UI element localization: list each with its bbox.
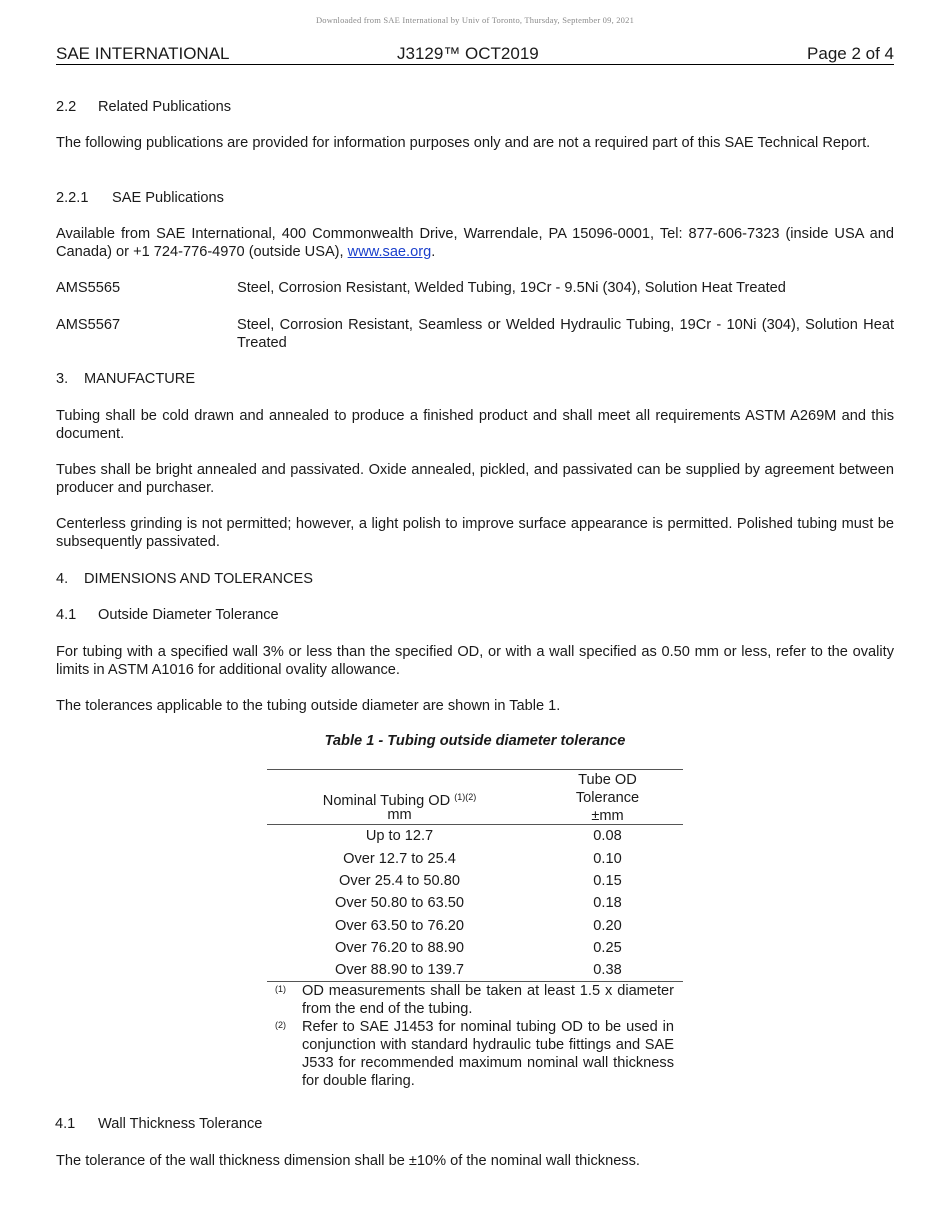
section-number: 4. xyxy=(56,571,69,587)
table-header-od-unit: mm xyxy=(387,807,412,823)
table-top-rule xyxy=(267,769,683,770)
footnote-text: OD measurements shall be taken at least 1.5 x diameter from the end of the tubing. xyxy=(302,983,674,1017)
paragraph-text: Available from SAE International, 400 Commonwealth Drive, Warrendale, PA 15096-0001, Tel: 877-606-7323 (inside USA and Canada) or +1 724-776-4970 (outside USA), xyxy=(56,226,894,260)
table-cell-od: Over 50.80 to 63.50 xyxy=(335,895,464,911)
section-title: MANUFACTURE xyxy=(84,371,196,387)
section-heading-3 xyxy=(56,370,894,388)
table-cell-od: Over 76.20 to 88.90 xyxy=(335,940,464,956)
table-header-line: Tube OD xyxy=(578,772,637,788)
section-title: Related Publications xyxy=(98,99,232,115)
table-header-tolerance xyxy=(532,771,683,825)
table-cell-tolerance: 0.18 xyxy=(593,895,622,911)
paragraph: Tubing shall be cold drawn and annealed to produce a finished product and shall meet all requirements ASTM A269M and this document. xyxy=(56,408,894,442)
section-heading-4-1 xyxy=(56,606,894,624)
reference-description: Steel, Corrosion Resistant, Welded Tubing, 19Cr - 9.5Ni (304), Solution Heat Treated xyxy=(237,280,786,296)
header-doc-id: J3129™ OCT2019 xyxy=(397,44,539,63)
section-number: 2.2 xyxy=(56,99,77,115)
paragraph xyxy=(56,225,894,261)
section-title: Wall Thickness Tolerance xyxy=(98,1116,263,1132)
table-cell-tolerance: 0.20 xyxy=(593,918,622,934)
section-title: SAE Publications xyxy=(112,190,224,206)
paragraph: For tubing with a specified wall 3% or less than the specified OD, or with a wall specified as 0.50 mm or less, refer to the ovality limits in ASTM A1016 for additional ovality allowance. xyxy=(56,644,894,678)
page-header xyxy=(56,44,894,65)
table-header-footnote-refs: (1)(2) xyxy=(454,792,477,802)
sae-website-link[interactable]: www.sae.org xyxy=(347,244,432,260)
section-heading-2-2 xyxy=(56,98,894,116)
download-notice: Downloaded from SAE International by Univ of Toronto, Thursday, September 09, 2021 xyxy=(315,15,635,25)
table-cell-tolerance: 0.08 xyxy=(593,828,622,844)
paragraph: The tolerances applicable to the tubing outside diameter are shown in Table 1. xyxy=(56,698,561,714)
section-title: DIMENSIONS AND TOLERANCES xyxy=(84,571,313,587)
section-heading-4-1-wall xyxy=(55,1115,893,1133)
paragraph: The tolerance of the wall thickness dimension shall be ±10% of the nominal wall thickness. xyxy=(56,1153,640,1169)
section-heading-2-2-1 xyxy=(56,189,894,207)
table-cell-tolerance: 0.10 xyxy=(593,851,622,867)
section-number: 4.1 xyxy=(56,607,77,623)
table-caption: Table 1 - Tubing outside diameter tolerance xyxy=(324,733,626,749)
footnote-marker: (2) xyxy=(275,1020,286,1030)
footnote-marker: (1) xyxy=(275,984,286,994)
table-header-line: ±mm xyxy=(591,808,624,824)
table-cell-od: Up to 12.7 xyxy=(365,828,434,844)
section-number: 4.1 xyxy=(55,1116,76,1132)
section-heading-4 xyxy=(56,570,894,588)
paragraph: Centerless grinding is not permitted; however, a light polish to improve surface appearance is permitted. Polished tubing must be subsequently passivated. xyxy=(56,516,894,550)
section-number: 3. xyxy=(56,371,69,387)
reference-id: AMS5567 xyxy=(56,317,121,333)
table-cell-od: Over 63.50 to 76.20 xyxy=(335,918,464,934)
reference-description: Steel, Corrosion Resistant, Seamless or Welded Hydraulic Tubing, 19Cr - 10Ni (304), Solution Heat Treated xyxy=(237,317,894,351)
paragraph: Tubes shall be bright annealed and passivated. Oxide annealed, pickled, and passivated can be supplied by agreement between producer and purchaser. xyxy=(56,462,894,496)
header-org: SAE INTERNATIONAL xyxy=(56,44,230,63)
paragraph: The following publications are provided for information purposes only and are not a required part of this SAE Technical Report. xyxy=(56,135,871,151)
table-cell-od: Over 88.90 to 139.7 xyxy=(335,962,464,978)
table-header-line: Tolerance xyxy=(575,790,640,806)
table-cell-od: Over 12.7 to 25.4 xyxy=(343,851,456,867)
footnote-text: Refer to SAE J1453 for nominal tubing OD to be used in conjunction with standard hydraulic tube fittings and SAE J533 for recommended maximum nominal wall thickness for double flaring. xyxy=(302,1019,674,1089)
section-number: 2.2.1 xyxy=(56,190,89,206)
table-cell-tolerance: 0.38 xyxy=(593,962,622,978)
header-page-number: Page 2 of 4 xyxy=(807,44,894,63)
paragraph-text-end: . xyxy=(431,244,436,260)
section-title: Outside Diameter Tolerance xyxy=(98,607,279,623)
table-cell-od: Over 25.4 to 50.80 xyxy=(339,873,460,889)
table-header-rule xyxy=(267,824,683,825)
reference-id: AMS5565 xyxy=(56,280,121,296)
table-cell-tolerance: 0.25 xyxy=(593,940,622,956)
table-cell-tolerance: 0.15 xyxy=(593,873,622,889)
table-header-od-label: Nominal Tubing OD xyxy=(322,793,451,809)
